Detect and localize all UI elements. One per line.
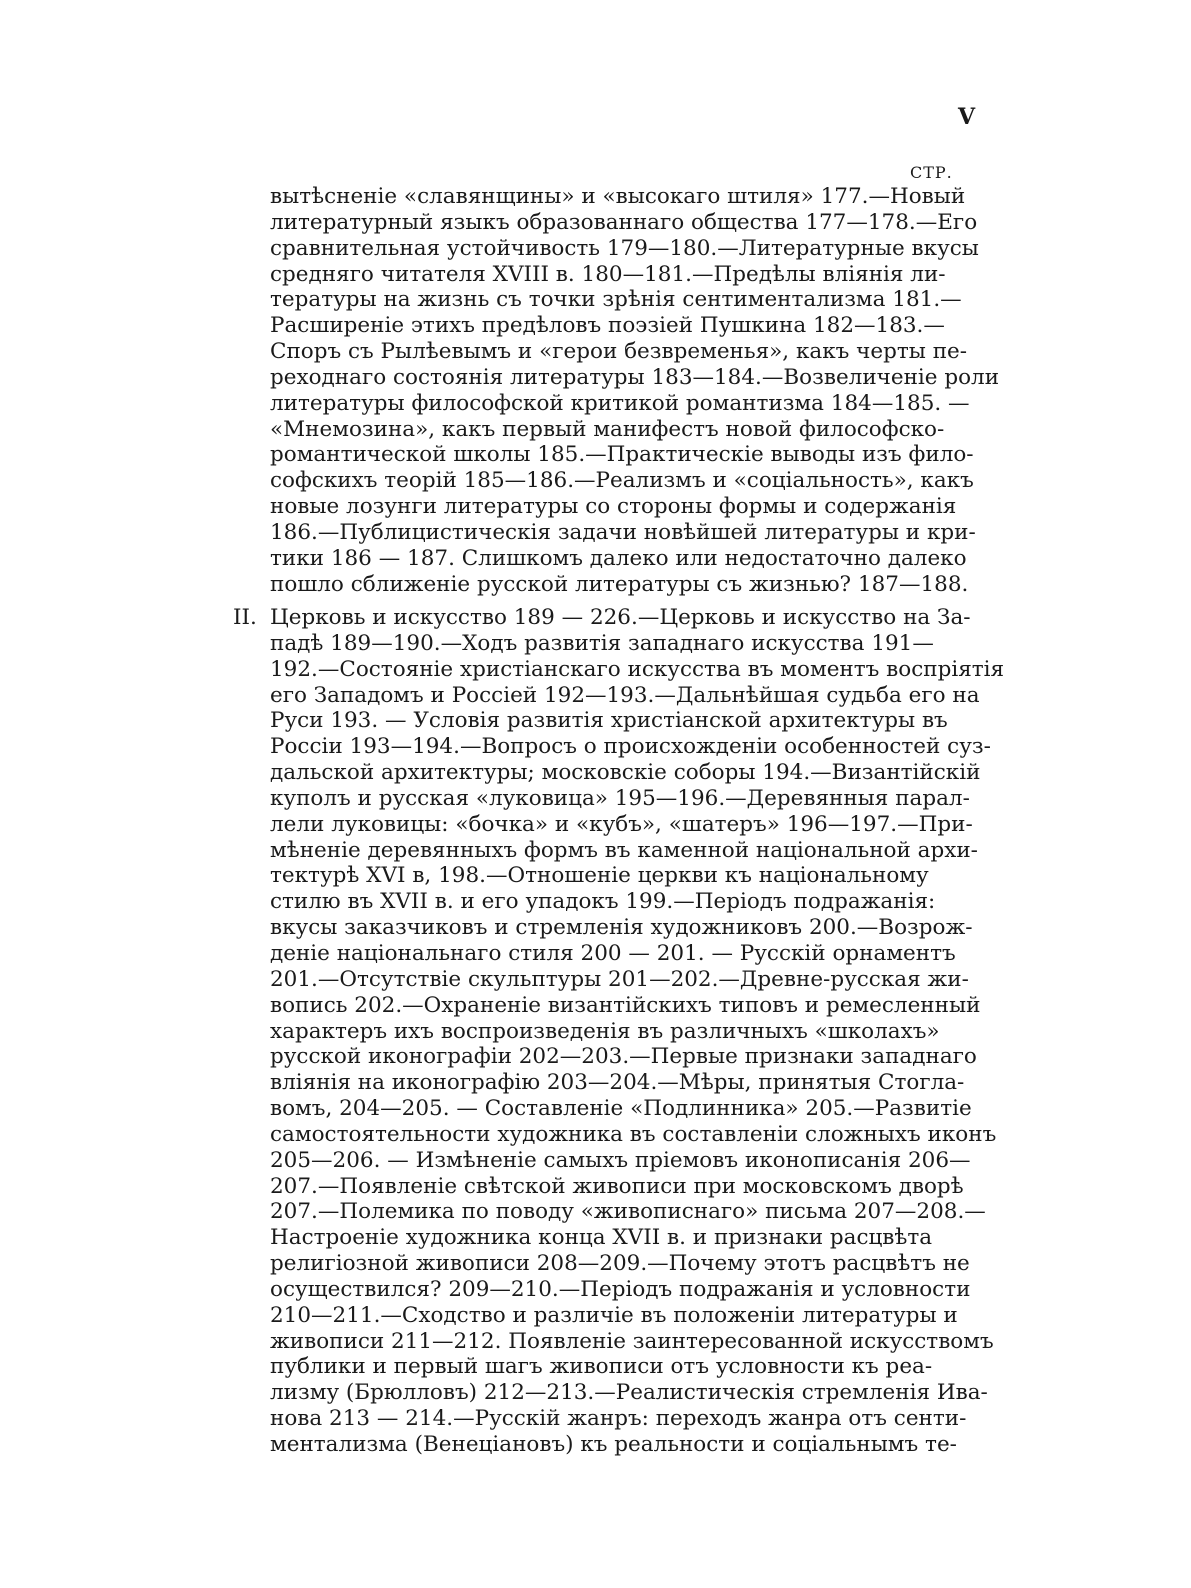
text-line: его Западомъ и Россіей 192—193.—Дальнѣйшая судьба его на xyxy=(270,682,980,708)
section-numeral: II. xyxy=(233,605,257,630)
text-line: Настроеніе художника конца XVII в. и признаки расцвѣта xyxy=(270,1225,933,1251)
text-line: стилю въ XVII в. и его упадокъ 199.—Періодъ подражанія: xyxy=(270,889,936,915)
text-line: 205—206. — Измѣненіе самыхъ пріемовъ иконописанія 206— xyxy=(270,1147,971,1173)
text-line: Расширеніе этихъ предѣловъ поэзіей Пушкина 182—183.— xyxy=(270,313,945,339)
text-line: пошло сближеніе русской литературы съ жизнью? 187—188. xyxy=(270,571,969,597)
text-line: тики 186 — 187. Слишкомъ далеко или недостаточно далеко xyxy=(270,545,967,571)
text-line: «Мнемозина», какъ первый манифестъ новой философско- xyxy=(270,416,945,442)
text-line: средняго читателя XVIII в. 180—181.—Предѣлы вліянія ли- xyxy=(270,261,946,287)
text-line: вомъ, 204—205. — Составленіе «Подлинника» 205.—Развитіе xyxy=(270,1096,972,1122)
text-line: 201.—Отсутствіе скульптуры 201—202.—Древне-русская жи- xyxy=(270,966,969,992)
text-line: деніе національнаго стиля 200 — 201. — Русскій орнаментъ xyxy=(270,940,956,966)
section-continuation-text xyxy=(270,184,1000,598)
text-line: русской иконографіи 202—203.—Первые признаки западнаго xyxy=(270,1044,977,1070)
text-line: ментализма (Венеціановъ) къ реальности и соціальнымъ те- xyxy=(270,1432,957,1457)
text-line: характеръ ихъ воспроизведенія въ различныхъ «школахъ» xyxy=(270,1018,940,1044)
text-line: литературы философской критикой романтизма 184—185. — xyxy=(270,390,970,416)
text-line: публики и первый шагъ живописи отъ условности къ реа- xyxy=(270,1354,933,1380)
text-line: 207.—Появленіе свѣтской живописи при московскомъ дворѣ xyxy=(270,1173,964,1199)
text-line: тературы на жизнь съ точки зрѣнія сентиментализма 181.— xyxy=(270,287,962,313)
text-line: романтической школы 185.—Практическіе выводы изъ фило- xyxy=(270,442,974,468)
text-line: 186.—Публицистическія задачи новѣйшей литературы и кри- xyxy=(270,519,976,545)
text-line: вопись 202.—Охраненіе византійскихъ типовъ и ремесленный xyxy=(270,992,981,1018)
text-line: 207.—Полемика по поводу «живописнаго» письма 207—208.— xyxy=(270,1199,986,1225)
text-line: тектурѣ XVI в, 198.—Отношеніе церкви къ національному xyxy=(270,863,929,889)
page-column-label: СТР. xyxy=(910,163,953,182)
text-line: вытѣсненіе «славянщины» и «высокаго штиля» 177.—Новый xyxy=(270,184,966,209)
page-number: V xyxy=(958,104,976,130)
text-line: сравнительная устойчивость 179—180.—Литературные вкусы xyxy=(270,235,979,261)
section-2-text xyxy=(270,605,1005,1458)
text-line: мѣненіе деревянныхъ формъ въ каменной національной архи- xyxy=(270,837,978,863)
text-line: живописи 211—212. Появленіе заинтересованной искусствомъ xyxy=(270,1328,994,1354)
text-line: дальской архитектуры; московскіе соборы 194.—Византійскій xyxy=(270,760,981,786)
text-line: Руси 193. — Условія развитія христіанской архитектуры въ xyxy=(270,708,948,734)
text-line: 210—211.—Сходство и различіе въ положеніи литературы и xyxy=(270,1302,958,1328)
text-line: нова 213 — 214.—Русскій жанръ: переходъ жанра отъ сенти- xyxy=(270,1406,967,1432)
text-line: падѣ 189—190.—Ходъ развитія западнаго искусства 191— xyxy=(270,630,934,656)
text-line: Церковь и искусство 189 — 226.—Церковь и искусство на За- xyxy=(270,605,971,630)
text-line: лели луковицы: «бочка» и «кубъ», «шатеръ» 196—197.—При- xyxy=(270,811,973,837)
text-line: софскихъ теорій 185—186.—Реализмъ и «соціальность», какъ xyxy=(270,468,974,494)
text-line: вліянія на иконографію 203—204.—Мѣры, принятыя Стогла- xyxy=(270,1070,965,1096)
text-line: новые лозунги литературы со стороны формы и содержанія xyxy=(270,494,957,520)
text-line: Споръ съ Рылѣевымъ и «герои безвременья», какъ черты пе- xyxy=(270,339,968,365)
text-line: реходнаго состоянія литературы 183—184.—Возвеличеніе роли xyxy=(270,364,1000,390)
text-line: осуществился? 209—210.—Періодъ подражанія и условности xyxy=(270,1276,971,1302)
text-line: Россіи 193—194.—Вопросъ о происхожденіи особенностей суз- xyxy=(270,734,991,760)
text-line: лизму (Брюлловъ) 212—213.—Реалистическія стремленія Ива- xyxy=(270,1380,988,1406)
text-line: самостоятельности художника въ составленіи сложныхъ иконъ xyxy=(270,1121,997,1147)
text-line: литературный языкъ образованнаго общества 177—178.—Его xyxy=(270,209,978,235)
text-line: религіозной живописи 208—209.—Почему этотъ расцвѣтъ не xyxy=(270,1251,970,1277)
text-line: вкусы заказчиковъ и стремленія художниковъ 200.—Возрож- xyxy=(270,915,973,941)
text-line: куполъ и русская «луковица» 195—196.—Деревянныя парал- xyxy=(270,785,970,811)
text-line: 192.—Состояніе христіанскаго искусства въ моментъ воспріятія xyxy=(270,656,1005,682)
